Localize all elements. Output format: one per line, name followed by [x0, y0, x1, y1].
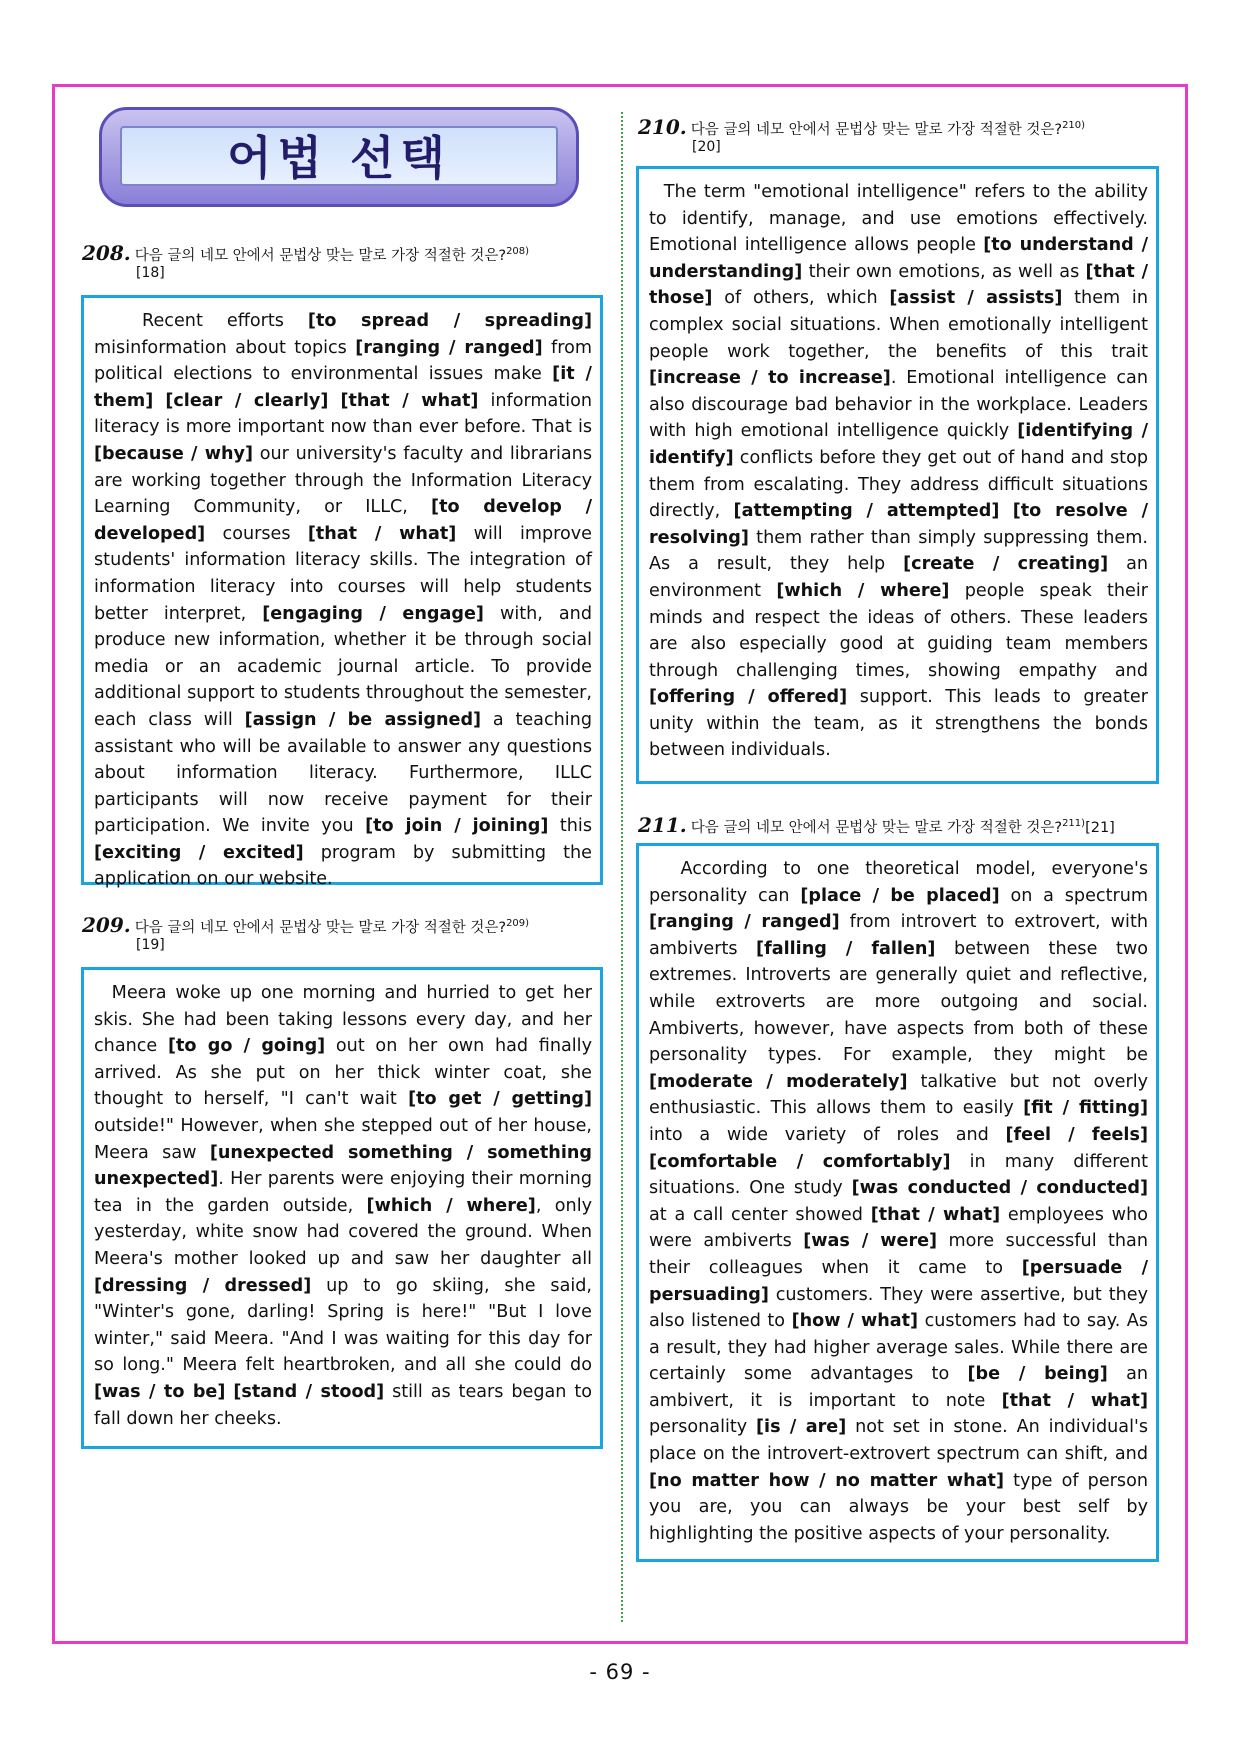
question-header: [638, 812, 1178, 839]
question-header: [82, 912, 602, 959]
grammar-choice: [exciting / excited]: [94, 842, 304, 863]
grammar-choice: [how / what]: [791, 1311, 919, 1332]
question-number: 209.: [82, 912, 131, 937]
grammar-choice: [clear / clearly]: [165, 390, 329, 411]
grammar-choice: [to resolve / resolving]: [649, 501, 1149, 548]
footnote-ref: 208): [506, 246, 530, 257]
question-source: [20]: [692, 139, 721, 155]
question-prompt: 다음 글의 네모 안에서 문법상 맞는 말로 가장 적절한 것은?: [690, 121, 1063, 138]
grammar-choice: [that / what]: [307, 523, 457, 544]
question-prompt: 다음 글의 네모 안에서 문법상 맞는 말로 가장 적절한 것은?: [690, 819, 1063, 836]
column-divider: [621, 112, 623, 1622]
grammar-choice: [persuade / persuading]: [649, 1257, 1148, 1305]
passage-text: Meera woke up one morning and hurried to get her skis. She had been taking lessons every day, and her chance [to go / going] out on her own had finally arrived. As she put on her thick winter coat, she thought to herself, "I can't wait [to get / getting] outside!" However, when she stepped out of her house, Meera saw [unexpected something / something unexpected]. Her parents were enjoying their morning tea in the garden outside, [which / where], only yesterday, white snow had covered the ground. When Meera's mother looked up and saw her daughter all [dressing / dressed] up to go skiing, she said, "Winter's gone, darling! Spring is here!" "But I love winter," said Meera. "And I was waiting for this day for so long." Meera felt heartbroken, and all she could do [was / to be] [stand / stood] still as tears began to fall down her cheeks.: [94, 983, 592, 1429]
grammar-choice: [increase / to increase]: [649, 368, 891, 389]
passage-text: Recent efforts [to spread / spreading] misinformation about topics [ranging / ranged] from political elections to environmental issues make [it / them] [clear / clearly] [that / what] information literacy is more important now than ever before. That is [because / why] our university's faculty and librarians are working together through the Information Literacy Learning Community, or ILLC, [to develop / developed] courses [that / what] will improve students' information literacy skills. The integration of information literacy into courses will help students better interpret, [engaging / engage] with, and produce new information, whether it be through social media or an academic journal article. To provide additional support to students throughout the semester, each class will [assign / be assigned] a teaching assistant who will be available to answer any questions about information literacy. Furthermore, ILLC participants will now receive payment for their participation. We invite you [to join / joining] this [exciting / excited] program by submitting the application on our website.: [94, 311, 593, 890]
question-header: [638, 114, 1178, 161]
grammar-choice: [place / be placed]: [800, 885, 1000, 906]
grammar-choice: [that / what]: [340, 390, 479, 411]
passage-box: [636, 843, 1159, 1562]
grammar-choice: [feel / feels]: [1005, 1124, 1148, 1145]
passage-text: According to one theoretical model, everyone's personality can [place / be placed] on a spectrum [ranging / ranged] from introvert to extrovert, with ambiverts [falling / fallen] between these two extremes. Introverts are generally quiet and reflective, while extroverts are more outgoing and social. Ambiverts, however, have aspects from both of these personality types. For example, they might be [moderate / moderately] talkative but not overly enthusiastic. This allows them to easily [fit / fitting] into a wide variety of roles and [feel / feels] [comfortable / comfortably] in many different situations. One study [was conducted / conducted] at a call center showed [that / what] employees who were ambiverts [was / were] more successful than their colleagues when it came to [persuade / persuading] customers. They were assertive, but they also listened to [how / what] customers had to say. As a result, they had higher average sales. While there are certainly some advantages to [be / being] an ambivert, it is important to note [that / what] personality [is / are] not set in stone. An individual's place on the introvert-extrovert spectrum can shift, and [no matter how / no matter what] type of person you are, you can always be your best self by highlighting the positive aspects of your personality.: [649, 859, 1149, 1544]
question-number: 211.: [638, 812, 687, 837]
passage-box: [636, 166, 1159, 784]
passage-box: [81, 967, 603, 1449]
grammar-choice: [engaging / engage]: [262, 603, 484, 624]
grammar-choice: [ranging / ranged]: [649, 912, 840, 933]
grammar-choice: [was / were]: [803, 1231, 938, 1252]
question-header: [82, 240, 602, 287]
grammar-choice: [assign / be assigned]: [244, 709, 482, 730]
grammar-choice: [was / to be]: [94, 1381, 226, 1402]
grammar-choice: [because / why]: [94, 443, 253, 464]
grammar-choice: [be / being]: [967, 1364, 1108, 1385]
page-number: - 69 -: [589, 1660, 651, 1684]
question-source: [21]: [1085, 819, 1115, 836]
grammar-choice: [unexpected something / something unexpected]: [94, 1142, 592, 1190]
grammar-choice: [is / are]: [756, 1417, 847, 1438]
footnote-ref: 211): [1062, 818, 1086, 829]
question-number: 210.: [638, 114, 687, 139]
question-prompt: 다음 글의 네모 안에서 문법상 맞는 말로 가장 적절한 것은?: [134, 247, 507, 264]
grammar-choice: [stand / stood]: [233, 1381, 385, 1402]
footnote-ref: 209): [506, 918, 530, 929]
grammar-choice: [to develop / developed]: [94, 497, 592, 544]
grammar-choice: [falling / fallen]: [756, 938, 936, 959]
grammar-choice: [which / where]: [366, 1195, 536, 1216]
grammar-choice: [offering / offered]: [649, 687, 848, 708]
passage-text: The term "emotional intelligence" refers to the ability to identify, manage, and use emotions effectively. Emotional intelligence allows people [to understand / understanding] their own emotions, as well as [that / those] of others, which [assist / assists] them in complex social situations. When emotionally intelligent people work together, the benefits of this trait [increase / to increase]. Emotional intelligence can also discourage bad behavior in the workplace. Leaders with high emotional intelligence quickly [identifying / identify] conflicts before they get out of hand and stop them from escalating. They address difficult situations directly, [attempting / attempted] [to resolve / resolving] them rather than simply suppressing them. As a result, they help [create / creating] an environment [which / where] people speak their minds and respect the ideas of others. These leaders are also especially good at guiding team members through challenging times, showing empathy and [offering / offered] support. This leads to greater unity within the team, as it strengthens the bonds between individuals.: [649, 182, 1149, 761]
footnote-ref: 210): [1062, 120, 1086, 131]
grammar-choice: [which / where]: [776, 580, 950, 601]
question-source: [19]: [136, 937, 165, 953]
grammar-choice: [that / those]: [649, 261, 1148, 309]
grammar-choice: [to spread / spreading]: [307, 311, 592, 331]
grammar-choice: [it / them]: [94, 364, 592, 411]
grammar-choice: [to join / joining]: [365, 816, 549, 837]
question-prompt: 다음 글의 네모 안에서 문법상 맞는 말로 가장 적절한 것은?: [134, 919, 507, 936]
grammar-choice: [to get / getting]: [408, 1089, 592, 1110]
grammar-choice: [fit / fitting]: [1023, 1098, 1148, 1119]
passage-box: [81, 295, 603, 890]
grammar-choice: [identifying / identify]: [649, 421, 1148, 468]
grammar-choice: [to go / going]: [167, 1036, 326, 1057]
grammar-choice: [that / what]: [870, 1204, 1001, 1225]
page-title: 어법 선택: [120, 126, 558, 186]
grammar-choice: [comfortable / comfortably]: [649, 1151, 951, 1172]
grammar-choice: [that / what]: [1001, 1390, 1148, 1411]
grammar-choice: [no matter how / no matter what]: [649, 1470, 1004, 1491]
grammar-choice: [create / creating]: [903, 554, 1109, 575]
question-number: 208.: [82, 240, 131, 265]
grammar-choice: [dressing / dressed]: [94, 1275, 312, 1296]
grammar-choice: [to understand / understanding]: [649, 235, 1148, 282]
grammar-choice: [moderate / moderately]: [649, 1071, 908, 1092]
grammar-choice: [assist / assists]: [889, 288, 1063, 309]
question-source: [18]: [136, 265, 165, 281]
grammar-choice: [attempting / attempted]: [733, 501, 1000, 522]
grammar-choice: [was conducted / conducted]: [851, 1178, 1148, 1199]
grammar-choice: [ranging / ranged]: [355, 337, 543, 358]
